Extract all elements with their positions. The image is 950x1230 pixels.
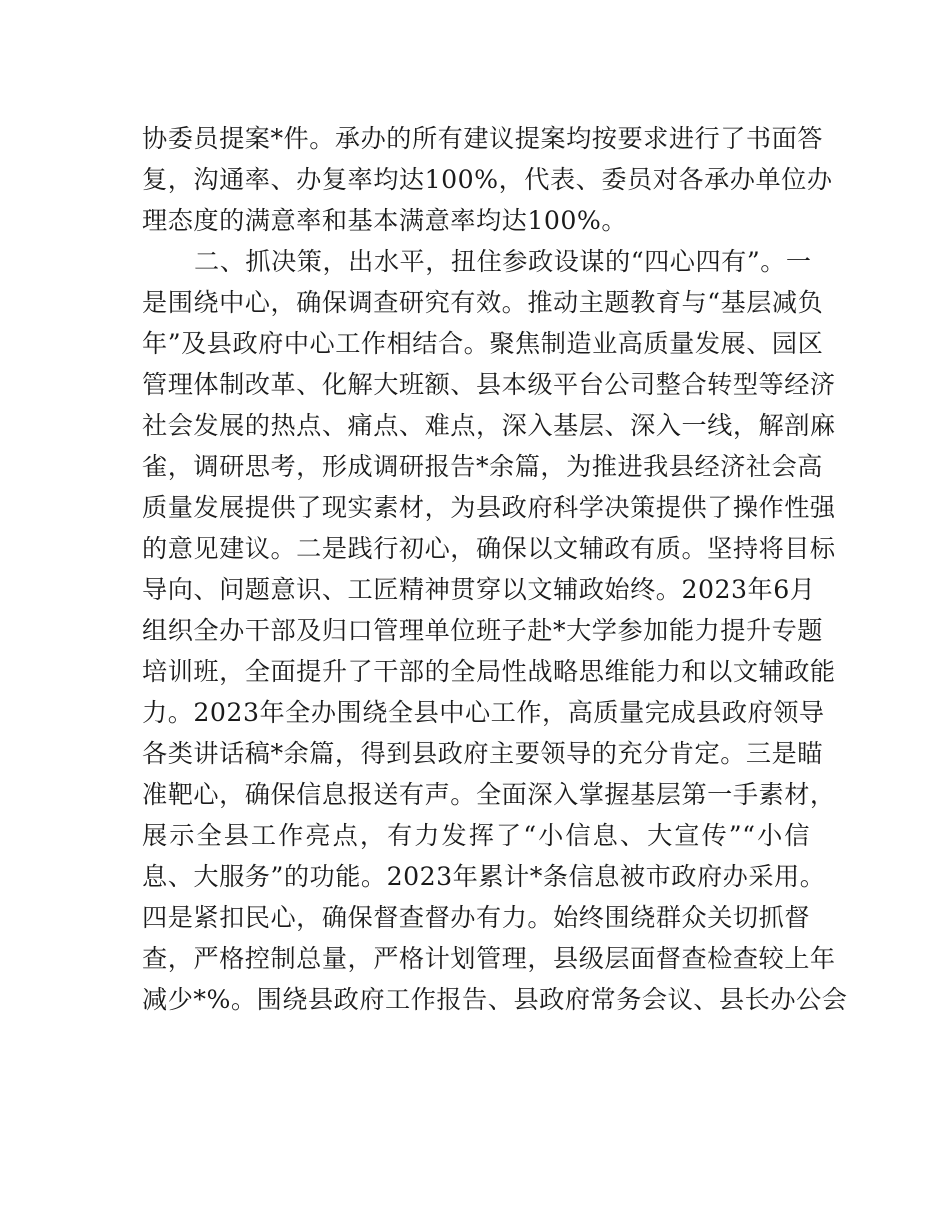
text-line: 是围绕中心，确保调查研究有效。推动主题教育与“基层减负 <box>142 288 824 317</box>
text-line: 各类讲话稿*余篇，得到县政府主要领导的充分肯定。三是瞄 <box>142 739 823 768</box>
text-line: 质量发展提供了现实素材，为县政府科学决策提供了操作性强 <box>142 493 836 522</box>
text-line: 理态度的满意率和基本满意率均达100%。 <box>142 206 628 235</box>
text-line: 复，沟通率、办复率均达100%，代表、委员对各承办单位办 <box>142 165 833 194</box>
text-line: 力。2023年全办围绕全县中心工作，高质量完成县政府领导 <box>142 698 825 727</box>
text-line: 培训班，全面提升了干部的全局性战略思维能力和以文辅政能 <box>142 657 836 686</box>
text-line: 息、大服务”的功能。2023年累计*条信息被市政府办采用。 <box>142 862 826 891</box>
text-line: 的意见建议。二是践行初心，确保以文辅政有质。坚持将目标 <box>142 534 836 563</box>
text-line: 雀，调研思考，形成调研报告*余篇，为推进我县经济社会高 <box>142 452 823 481</box>
text-line: 查，严格控制总量，严格计划管理，县级层面督查检查较上年 <box>142 944 836 973</box>
text-line: 导向、问题意识、工匠精神贯穿以文辅政始终。2023年6月 <box>142 575 816 604</box>
paragraph-2 <box>142 241 848 1020</box>
text-line: 减少*%。围绕县政府工作报告、县政府常务会议、县长办公会 <box>142 985 848 1014</box>
paragraph-1 <box>142 118 833 241</box>
text-line: 协委员提案*件。承办的所有建议提案均按要求进行了书面答 <box>142 124 823 153</box>
text-line: 年”及县政府中心工作相结合。聚焦制造业高质量发展、园区 <box>142 329 824 358</box>
text-line: 组织全办干部及归口管理单位班子赴*大学参加能力提升专题 <box>142 616 823 645</box>
text-line: 四是紧扣民心，确保督查督办有力。始终围绕群众关切抓督 <box>142 903 810 932</box>
text-line: 二、抓决策，出水平，扭住参政设谋的“四心四有”。一 <box>194 247 812 276</box>
text-line: 展示全县工作亮点，有力发挥了“小信息、大宣传”“小信 <box>142 821 810 850</box>
text-line: 管理体制改革、化解大班额、县本级平台公司整合转型等经济 <box>142 370 836 399</box>
text-line: 社会发展的热点、痛点、难点，深入基层、深入一线，解剖麻 <box>142 411 836 440</box>
text-line: 准靶心，确保信息报送有声。全面深入掌握基层第一手素材， <box>142 780 836 809</box>
